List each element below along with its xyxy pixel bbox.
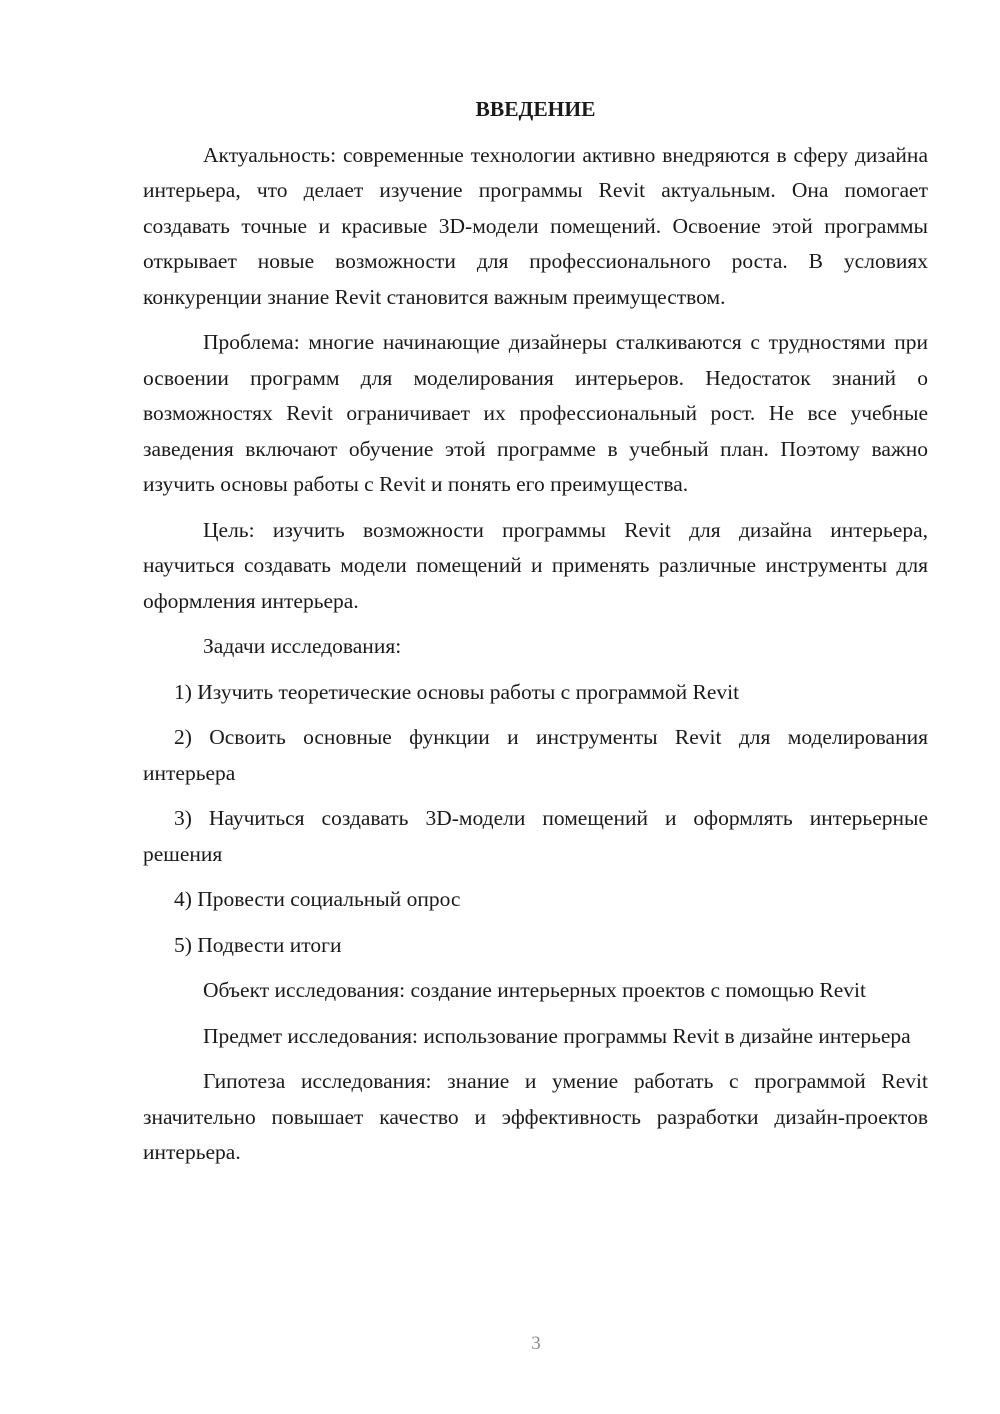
paragraph-subject: Предмет исследования: использование программы Revit в дизайне интерьера — [203, 1023, 911, 1048]
section-title: ВВЕДЕНИЕ — [475, 97, 596, 121]
paragraph-hypothesis: Гипотеза исследования: знание и умение работать с программой Revit значительно повышает качество и эффективность разработки дизайн-проектов интерьера. — [143, 1069, 928, 1164]
task-item: 4) Провести социальный опрос — [174, 887, 461, 911]
paragraph-relevance: Актуальность: современные технологии активно внедряются в сферу дизайна интерьера, что делает изучение программы Revit актуальным. Она помогает создавать точные и красивые 3D-модели помещений. Освоение этой программы открывает новые возможности для профессионального роста. В условиях конкуренции знание Revit становится важным преимуществом. — [143, 142, 928, 309]
task-item: 3) Научиться создавать 3D-модели помещений и оформлять интерьерные решения — [143, 806, 928, 866]
paragraph-goal: Цель: изучить возможности программы Revit для дизайна интерьера, научиться создавать модели помещений и применять различные инструменты для оформления интерьера. — [143, 517, 928, 613]
task-item: 5) Подвести итоги — [174, 932, 342, 957]
task-item: 2) Освоить основные функции и инструменты Revit для моделирования интерьера — [143, 725, 928, 785]
paragraph-object: Объект исследования: создание интерьерных проектов с помощью Revit — [203, 978, 866, 1002]
document-page — [143, 92, 928, 1181]
paragraph-tasks-heading: Задачи исследования: — [203, 634, 402, 658]
page-number: 3 — [531, 1333, 541, 1354]
task-item: 1) Изучить теоретические основы работы с программой Revit — [174, 679, 740, 704]
paragraph-problem: Проблема: многие начинающие дизайнеры сталкиваются с трудностями при освоении программ для моделирования интерьеров. Недостаток знаний о возможностях Revit ограничивает их профессиональный рост. Не все учебные заведения включают обучение этой программе в учебный план. Поэтому важно изучить основы работы с Revit и понять его преимущества. — [143, 330, 928, 496]
